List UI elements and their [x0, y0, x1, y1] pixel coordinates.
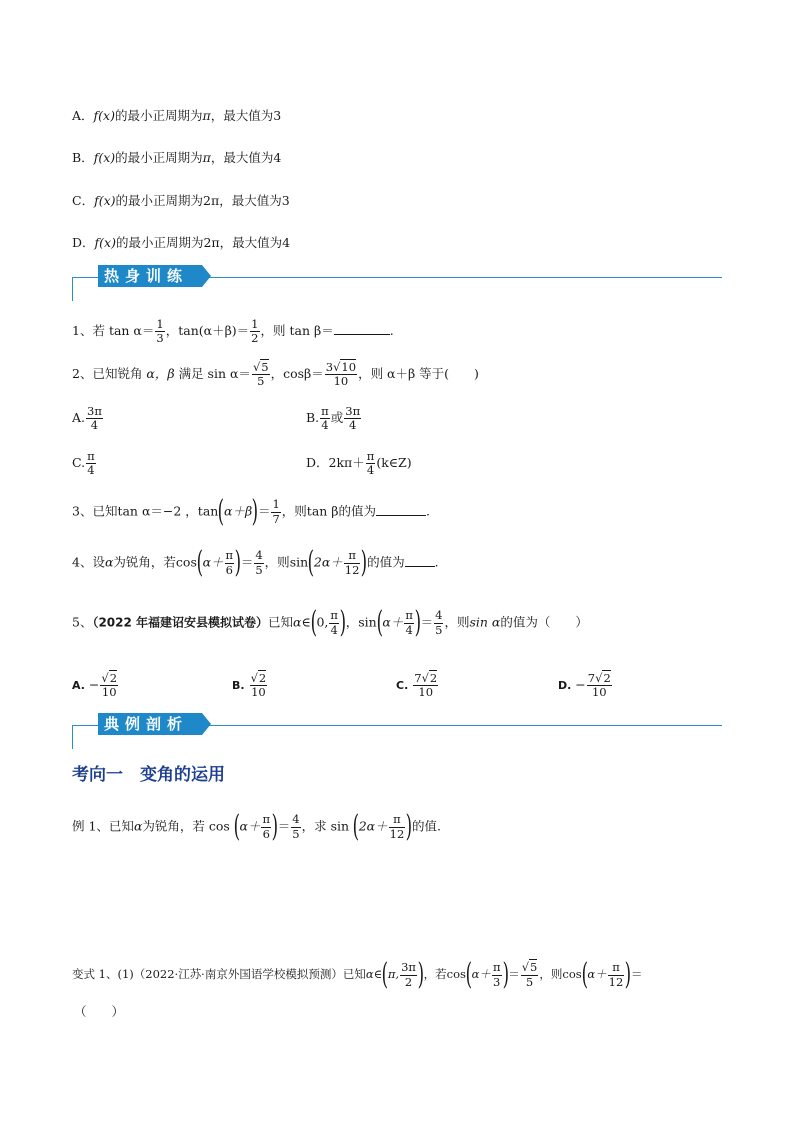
question-5-option-b: B. $\frac{√2}{10}$: [232, 671, 267, 700]
question-4: 4、设α为锐角，若cos(α＋ $\frac{\pi}{6}$ )＝ $\frac{4}{5}$ ，则sin(2α＋ $\frac{\pi}{12}$ )的值为 .: [72, 545, 439, 580]
question-2-option-c: C. $\frac{\pi}{4}$: [72, 449, 95, 478]
question-5: 5、（2022 年福建诏安县模拟试卷）已知α∈(0, $\frac{\pi}{4}$ )，sin(α＋ $\frac{\pi}{4}$ )＝ $\frac{4}{5}$ ，则sin α的值为（ ）: [72, 605, 588, 640]
section-banner-warmup: 热身训练: [98, 265, 202, 287]
option-c: C．f(x)的最小正周期为2π，最大值为3: [72, 193, 290, 208]
question-2-option-b: B. $\frac{\pi}{4}$ 或 $\frac{3\pi}{4}$: [306, 404, 361, 433]
question-2: 2、已知锐角 α，β 满足 sin α＝ $\frac{√5}{5}$ ，cosβ＝ $\frac{3√10}{10}$ ，则 α＋β 等于( ): [72, 360, 479, 389]
variant-1: 变式 1、(1)（2022·江苏·南京外国语学校模拟预测）已知α∈(π, $\frac{3\pi}{2}$ )，若cos(α＋ $\frac{\pi}{3}$ )＝ $\frac{√5}{5}$ ，则cos(α＋ $\frac{\pi}{12}$ )＝: [72, 957, 643, 992]
question-1: 1、若 tan α＝ $\frac{1}{3}$ ，tan(α＋β)＝ $\frac{1}{2}$ ，则 tan β＝ .: [72, 317, 394, 346]
option-b: B．f(x)的最小正周期为π，最大值为4: [72, 150, 282, 165]
example-1: 例 1、已知α为锐角，若 cos (α＋ $\frac{\pi}{6}$ )＝ $\frac{4}{5}$ ，求 sin (2α＋ $\frac{\pi}{12}$ )的值.: [72, 809, 441, 844]
option-a: A．f(x)的最小正周期为π，最大值为3: [72, 108, 282, 123]
question-5-option-c: C. $\frac{7√2}{10}$: [396, 671, 438, 700]
answer-blank[interactable]: [334, 334, 390, 335]
question-5-option-a: A. − $\frac{√2}{10}$: [72, 671, 118, 700]
section-rule-tick: [72, 725, 73, 749]
question-2-option-a: A. $\frac{3\pi}{4}$: [72, 404, 102, 433]
section-banner-examples: 典例剖析: [98, 713, 202, 735]
answer-blank[interactable]: [376, 515, 426, 516]
page-heading: 考向一 变角的运用: [72, 765, 225, 785]
variant-1-answer-paren: （ ）: [74, 1004, 125, 1019]
section-rule-tick: [72, 277, 73, 301]
answer-blank[interactable]: [405, 566, 435, 567]
question-3: 3、已知tan α＝−2 ，tan(α＋β)＝ $\frac{1}{7}$ ，则tan β的值为 .: [72, 494, 431, 529]
question-5-option-d: D. − $\frac{7√2}{10}$: [558, 671, 611, 700]
question-2-option-d: D．2kπ＋ $\frac{\pi}{4}$ (k∈Z): [306, 449, 412, 478]
option-d: D．f(x)的最小正周期为2π，最大值为4: [72, 235, 291, 250]
